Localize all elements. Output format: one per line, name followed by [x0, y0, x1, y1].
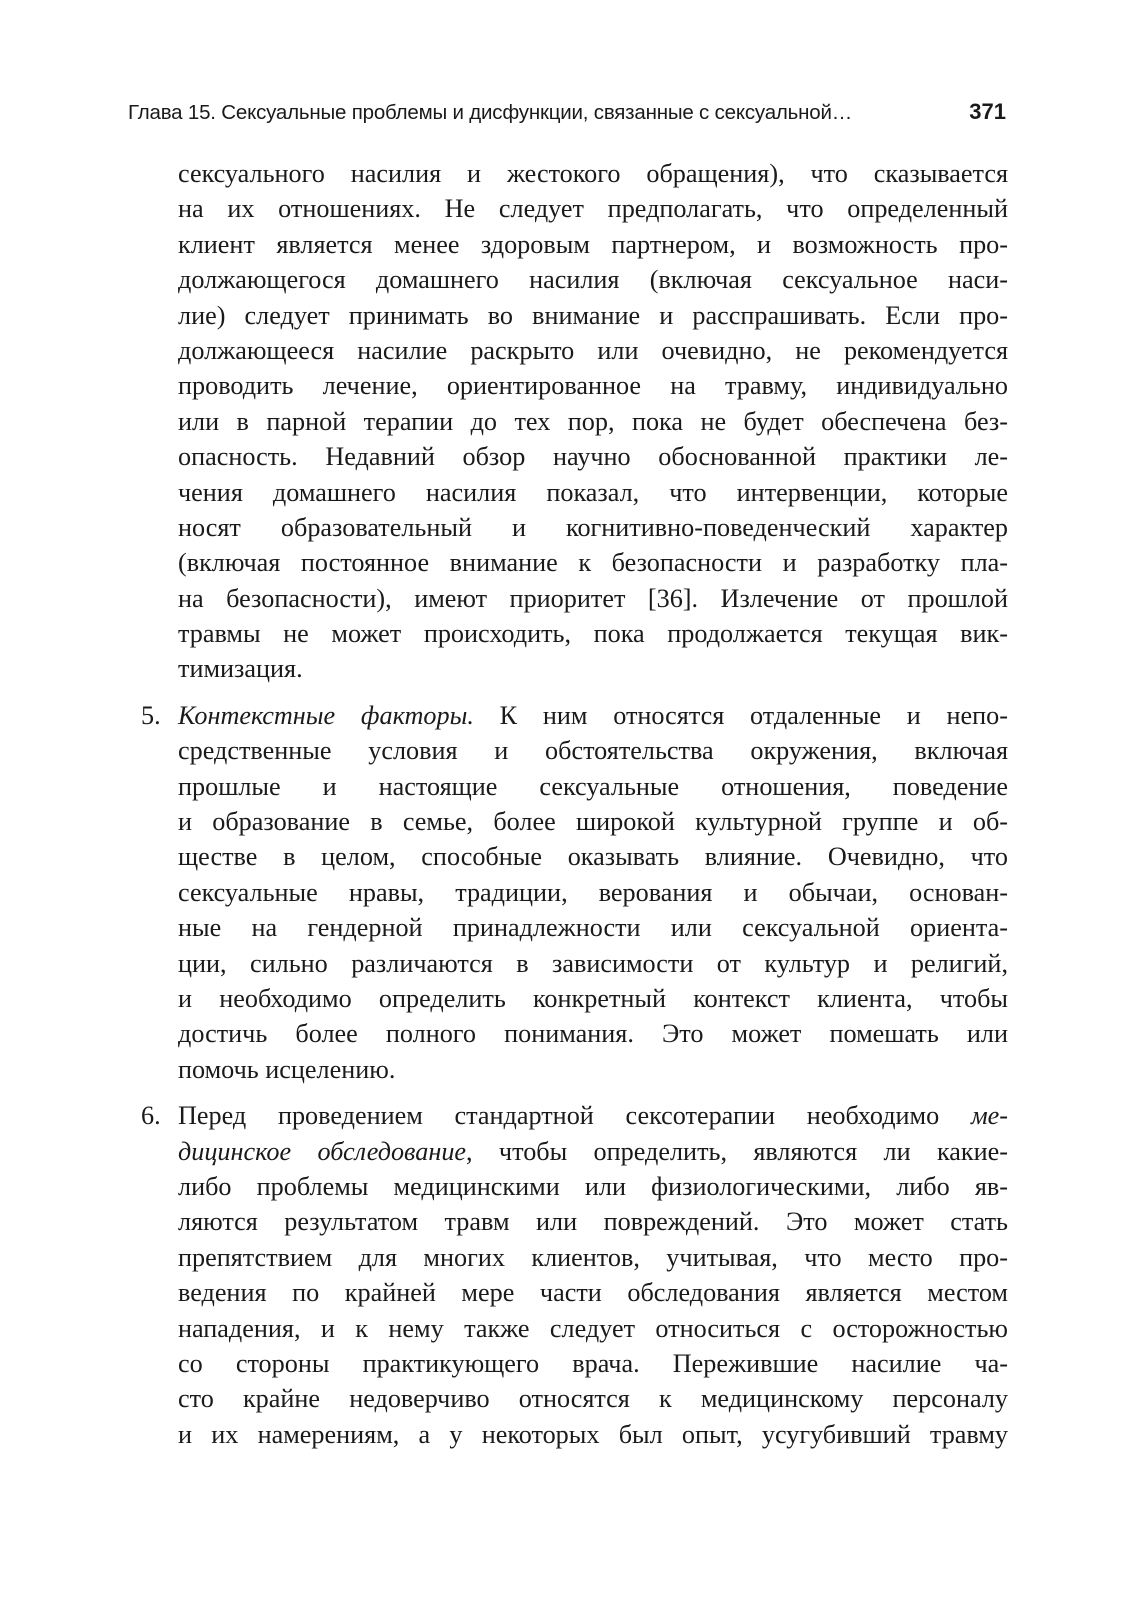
text-line	[178, 1134, 1008, 1169]
list-item-number: 5.	[141, 700, 161, 730]
text-line: помочь исцелению.	[178, 1054, 396, 1084]
list-item-6	[141, 1098, 1008, 1452]
text-line: и их намерениям, а у некоторых был опыт, усугубивший травму	[178, 1419, 1008, 1449]
text-line: на их отношениях. Не следует предполагать, что определенный	[178, 194, 1008, 224]
text-line: сексуального насилия и жестокого обращения), что сказывается	[178, 159, 1008, 188]
text-line: или в парной терапии до тех пор, пока не будет обеспечена без-	[178, 406, 1008, 436]
text-line: препятствием для многих клиентов, учитывая, что место про-	[178, 1242, 1008, 1272]
text-line: ществе в целом, способные оказывать влияние. Очевидно, что	[178, 842, 1008, 872]
text-line: сто крайне недоверчиво относятся к медицинскому персоналу	[178, 1384, 1008, 1414]
text-line: и образование в семье, более широкой культурной группе и об-	[178, 807, 1008, 837]
text-line: носят образовательный и когнитивно-поведенческий характер	[178, 512, 1008, 542]
text-line: должающегося домашнего насилия (включая сексуальное наси-	[178, 265, 1008, 295]
text-fragment: , чтобы определить, являются ли какие-	[466, 1136, 1008, 1166]
text-line: лие) следует принимать во внимание и расспрашивать. Если про-	[178, 300, 1008, 330]
italic-term: дицинское обследование	[178, 1136, 467, 1166]
list-item-number: 6.	[141, 1101, 161, 1131]
page-number: 371	[969, 99, 1006, 124]
text-line: опасность. Недавний обзор научно обоснованной практики ле-	[178, 442, 1008, 472]
text-line: клиент является менее здоровым партнером, и возможность про-	[178, 229, 1008, 259]
text-line: на безопасности), имеют приоритет [36]. Излечение от прошлой	[178, 583, 1008, 613]
text-line: ведения по крайней мере части обследования является местом	[178, 1278, 1008, 1308]
text-line: ные на гендерной принадлежности или сексуальной ориента-	[178, 913, 1008, 943]
text-line: сексуальные нравы, традиции, верования и обычаи, основан-	[178, 877, 1008, 907]
running-head: Глава 15. Сексуальные проблемы и дисфункции, связанные с сексуальной…	[128, 101, 853, 124]
text-line: и необходимо определить конкретный контекст клиента, чтобы	[178, 983, 1008, 1013]
italic-term: ме-	[970, 1101, 1008, 1131]
text-line: ляются результатом травм или повреждений. Это может стать	[178, 1207, 1008, 1237]
text-line	[178, 1098, 1008, 1133]
text-fragment: Перед проведением стандартной сексотерапии необходимо	[178, 1101, 971, 1131]
text-line: нападения, и к нему также следует относиться с осторожностью	[178, 1313, 1008, 1343]
page-header	[128, 99, 1008, 139]
text-line: средственные условия и обстоятельства окружения, включая	[178, 736, 1008, 766]
text-line: со стороны практикующего врача. Пережившие насилие ча-	[178, 1348, 1008, 1378]
list-item-5	[141, 698, 1008, 1087]
text-fragment: К ним относятся отдаленные и непо-	[473, 700, 1008, 730]
text-line: должающееся насилие раскрыто или очевидно, не рекомендуется	[178, 335, 1008, 365]
paragraph-continuation	[178, 156, 1008, 687]
italic-term: Контекстные факторы.	[178, 700, 474, 730]
text-line: (включая постоянное внимание к безопасности и разработку пла-	[178, 548, 1008, 578]
text-line: прошлые и настоящие сексуальные отношения, поведение	[178, 771, 1008, 801]
text-line: тимизация.	[178, 654, 303, 684]
text-line: проводить лечение, ориентированное на травму, индивидуально	[178, 371, 1008, 401]
body-text	[141, 156, 1008, 1452]
text-line: чения домашнего насилия показал, что интервенции, которые	[178, 477, 1008, 507]
text-line: достичь более полного понимания. Это может помешать или	[178, 1019, 1008, 1049]
text-line: ции, сильно различаются в зависимости от культур и религий,	[178, 948, 1008, 978]
text-line: травмы не может происходить, пока продолжается текущая вик-	[178, 619, 1008, 649]
text-line	[178, 698, 1008, 733]
text-line: либо проблемы медицинскими или физиологическими, либо яв-	[178, 1171, 1008, 1201]
